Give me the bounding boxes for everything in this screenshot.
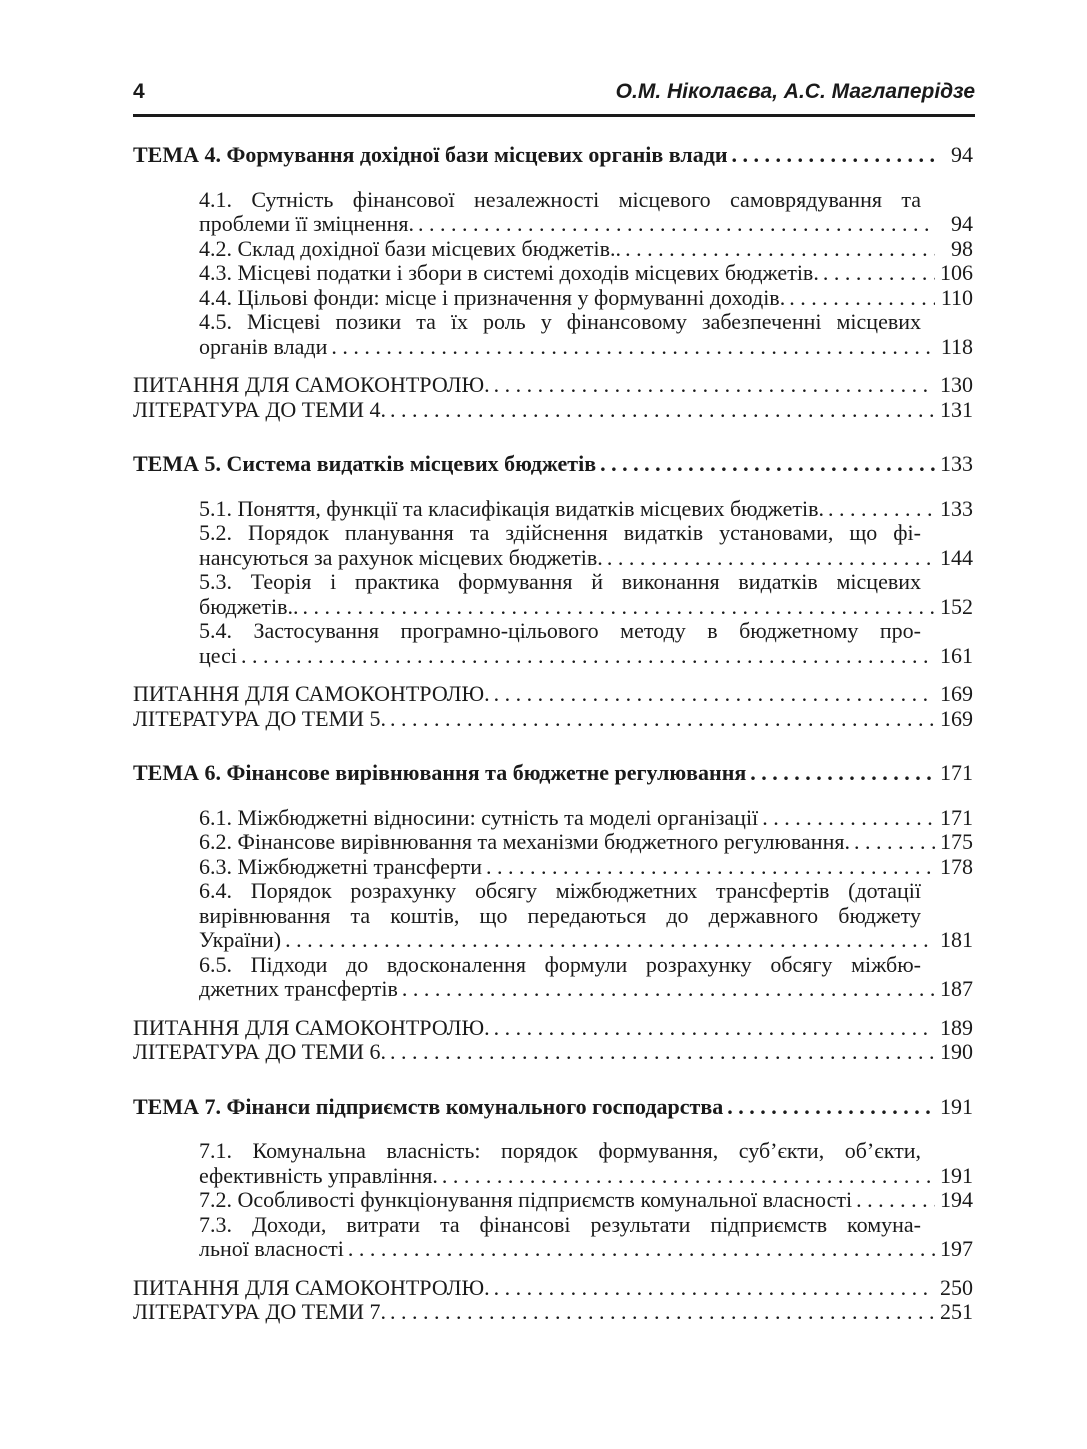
entry-title: джетних трансфертів: [199, 976, 398, 1001]
toc-subsection-row[interactable]: [199, 286, 973, 311]
page-ref: 152: [940, 593, 973, 619]
entry-line: 6.5. Підходи до вдосконалення формули розрахунку обсягу міжбю-: [199, 951, 921, 977]
topic-title: Фінансове вирівнювання та бюджетне регулювання: [226, 760, 747, 785]
leader-dots: [390, 1300, 935, 1325]
page-ref: 197: [940, 1236, 973, 1261]
toc-subsection[interactable]: [199, 879, 973, 953]
entry-line: 7.3. Доходи, витрати та фінансові результати підприємств комуна-: [199, 1211, 921, 1237]
page-ref: 106: [940, 260, 973, 285]
page-ref: 178: [940, 853, 973, 879]
toc-questions[interactable]: [133, 1016, 973, 1041]
toc-section: [133, 452, 973, 731]
entry-title: ЛІТЕРАТУРА ДО ТЕМИ 5.: [133, 705, 387, 731]
entry-line: 6.4. Порядок розрахунку обсягу міжбюджетних трансфертів (дотації: [199, 878, 921, 903]
entry-title: органів влади: [199, 333, 328, 359]
toc-subsection-row[interactable]: [199, 830, 973, 855]
toc-subsection[interactable]: [199, 261, 973, 286]
page-ref: 171: [940, 760, 973, 785]
page-ref: 144: [940, 544, 973, 570]
leader-dots: [418, 212, 935, 237]
toc-section: [133, 761, 973, 1065]
toc-subsection[interactable]: [199, 619, 973, 668]
page-ref: 190: [940, 1039, 973, 1064]
leader-dots: [750, 761, 935, 786]
toc-section: [133, 1095, 973, 1325]
toc-subsection-row[interactable]: [199, 237, 973, 262]
entry-title: ПИТАННЯ ДЛЯ САМОКОНТРОЛЮ.: [133, 1274, 490, 1300]
page-ref: 191: [940, 1162, 973, 1188]
toc-literature[interactable]: [133, 707, 973, 732]
entry-line: 5.3. Теорія і практика формування й виконання видатків місцевих: [199, 569, 921, 594]
toc-subsection-row[interactable]: [199, 335, 973, 360]
toc-questions[interactable]: [133, 373, 973, 398]
toc-subsection-row[interactable]: [199, 855, 973, 880]
toc-subsection-row[interactable]: [199, 928, 973, 953]
entry-title: ЛІТЕРАТУРА ДО ТЕМИ 7.: [133, 1299, 387, 1324]
page-ref: 161: [940, 642, 973, 668]
toc-literature[interactable]: [133, 398, 973, 423]
toc-subsection[interactable]: [199, 830, 973, 855]
leader-dots: [331, 335, 935, 360]
leader-dots: [494, 1016, 935, 1041]
leader-dots: [828, 497, 935, 522]
toc-subsection-row[interactable]: [199, 546, 973, 571]
topic-title: Фінанси підприємств комунального господарства: [226, 1093, 724, 1119]
page-ref: 169: [940, 681, 973, 706]
entry-title: ЛІТЕРАТУРА ДО ТЕМИ 6.: [133, 1039, 387, 1064]
page-ref: 171: [940, 804, 973, 830]
page-ref: 187: [940, 976, 973, 1001]
leader-dots: [402, 977, 935, 1002]
toc-subsections: [133, 1139, 973, 1262]
leader-dots: [390, 398, 935, 423]
leader-dots: [241, 644, 935, 669]
leader-dots: [789, 286, 935, 311]
entry-line: 7.1. Комунальна власність: порядок формування, суб’єкти, об’єкти,: [199, 1138, 921, 1163]
entry-title: 7.2. Особливості функціонування підприємств комунальної власності: [199, 1187, 853, 1212]
entry-title: України): [199, 927, 282, 952]
topic-label: ТЕМА 5.: [133, 451, 221, 476]
page-ref: 133: [940, 451, 973, 476]
leader-dots: [762, 806, 935, 831]
toc-subsection[interactable]: [199, 286, 973, 311]
page-ref: 251: [940, 1299, 973, 1324]
toc-questions[interactable]: [133, 682, 973, 707]
entry-title: 4.4. Цільові фонди: місце і призначення у формуванні доходів.: [199, 284, 786, 310]
toc-topic[interactable]: [133, 761, 973, 786]
entry-title: проблеми її зміцнення.: [199, 211, 414, 236]
toc-subsection[interactable]: [199, 1139, 973, 1188]
toc-subsection-row[interactable]: [199, 497, 973, 522]
toc-topic[interactable]: [133, 143, 973, 168]
topic-label: ТЕМА 4.: [133, 142, 221, 167]
entry-title: бюджетів..: [199, 593, 299, 619]
toc-topic[interactable]: [133, 452, 973, 477]
toc-subsection-row[interactable]: [199, 1237, 973, 1262]
page-ref: 94: [951, 211, 973, 236]
toc-subsection[interactable]: [199, 806, 973, 831]
leader-dots: [600, 452, 935, 477]
toc-subsection[interactable]: [199, 237, 973, 262]
toc-subsections: [133, 188, 973, 360]
page-ref: 130: [940, 372, 973, 397]
toc-subsection-row[interactable]: [199, 261, 973, 286]
entry-title: 4.3. Місцеві податки і збори в системі доходів місцевих бюджетів.: [199, 260, 819, 285]
toc-subsections: [133, 497, 973, 669]
topic-label: ТЕМА 6.: [133, 760, 221, 785]
toc-questions[interactable]: [133, 1276, 973, 1301]
page-ref: 94: [951, 142, 973, 167]
entry-title: ПИТАННЯ ДЛЯ САМОКОНТРОЛЮ.: [133, 1014, 490, 1040]
leader-dots: [727, 1095, 935, 1120]
toc-subsection-row[interactable]: [199, 212, 973, 237]
entry-line: 4.5. Місцеві позики та їх роль у фінансовому забезпеченні місцевих: [199, 309, 921, 334]
entry-title: [133, 1095, 723, 1120]
table-of-contents: [133, 143, 973, 1355]
entry-line: 5.4. Застосування програмно-цільового методу в бюджетному про-: [199, 618, 921, 643]
leader-dots: [854, 830, 935, 855]
entry-title: ЛІТЕРАТУРА ДО ТЕМИ 4.: [133, 396, 387, 422]
leader-dots: [607, 546, 935, 571]
leader-dots: [823, 261, 935, 286]
page-number: 4: [133, 80, 145, 103]
page-ref: 191: [940, 1093, 973, 1119]
toc-subsection[interactable]: [199, 497, 973, 522]
toc-subsection[interactable]: [199, 188, 973, 237]
toc-subsections: [133, 806, 973, 1002]
entry-title: ПИТАННЯ ДЛЯ САМОКОНТРОЛЮ.: [133, 372, 490, 397]
toc-literature[interactable]: [133, 1300, 973, 1325]
page-ref: 250: [940, 1274, 973, 1300]
toc-subsection[interactable]: [199, 1213, 973, 1262]
toc-subsection-row[interactable]: [199, 1188, 973, 1213]
toc-section: [133, 143, 973, 422]
topic-title: Формування дохідної бази місцевих органів влади: [226, 142, 728, 167]
page-ref: 110: [940, 284, 973, 310]
entry-title: 5.1. Поняття, функції та класифікація видатків місцевих бюджетів.: [199, 495, 824, 521]
entry-line: 5.2. Порядок планування та здійснення видатків установами, що фі-: [199, 520, 921, 545]
page-ref: 131: [940, 396, 973, 422]
entry-line: 4.1. Сутність фінансової незалежності місцевого самоврядування та: [199, 186, 921, 212]
entry-title: [133, 143, 728, 168]
topic-title: Система видатків місцевих бюджетів: [226, 451, 597, 476]
leader-dots: [494, 682, 935, 707]
toc-subsection-row[interactable]: [199, 1164, 973, 1189]
toc-subsection-row[interactable]: [199, 595, 973, 620]
leader-dots: [348, 1237, 935, 1262]
running-header: [133, 78, 975, 117]
leader-dots: [494, 1276, 935, 1301]
toc-subsection-row[interactable]: [199, 644, 973, 669]
entry-title: 6.2. Фінансове вирівнювання та механізми бюджетного регулювання.: [199, 829, 850, 854]
entry-title: [133, 452, 596, 477]
toc-subsection[interactable]: [199, 570, 973, 619]
entry-title: ПИТАННЯ ДЛЯ САМОКОНТРОЛЮ.: [133, 681, 490, 706]
entry-title: 6.3. Міжбюджетні трансферти: [199, 853, 483, 879]
leader-dots: [390, 1040, 935, 1065]
leader-dots: [285, 928, 935, 953]
leader-dots: [625, 237, 935, 262]
page-ref: 118: [940, 333, 973, 359]
page-ref: 169: [940, 705, 973, 731]
leader-dots: [303, 595, 936, 620]
toc-subsection[interactable]: [199, 953, 973, 1002]
topic-label: ТЕМА 7.: [133, 1093, 221, 1119]
entry-title: 4.2. Склад дохідної бази місцевих бюджетів..: [199, 235, 622, 261]
authors: О.М. Ніколаєва, А.С. Маглаперідзе: [615, 80, 975, 103]
leader-dots: [494, 373, 935, 398]
entry-line: вирівнювання та коштів, що передаються до державного бюджету: [199, 902, 921, 928]
entry-title: нансуються за рахунок місцевих бюджетів.: [199, 544, 603, 570]
toc-literature[interactable]: [133, 1040, 973, 1065]
entry-title: цесі: [199, 642, 237, 668]
entry-title: [133, 761, 746, 786]
page-ref: 98: [951, 235, 973, 261]
leader-dots: [390, 707, 935, 732]
toc-subsection[interactable]: [199, 521, 973, 570]
leader-dots: [486, 855, 935, 880]
toc-subsection-row[interactable]: [199, 806, 973, 831]
toc-subsection-row[interactable]: [199, 977, 973, 1002]
page-ref: 175: [940, 829, 973, 854]
leader-dots: [856, 1188, 935, 1213]
page-ref: 189: [940, 1014, 973, 1040]
toc-subsection[interactable]: [199, 855, 973, 880]
entry-title: льної власності: [199, 1236, 344, 1261]
leader-dots: [732, 143, 935, 168]
toc-subsection[interactable]: [199, 1188, 973, 1213]
leader-dots: [442, 1164, 935, 1189]
page-ref: 181: [940, 927, 973, 952]
entry-title: ефективність управління.: [199, 1162, 438, 1188]
page-ref: 133: [940, 495, 973, 521]
page-ref: 194: [940, 1187, 973, 1212]
toc-subsection[interactable]: [199, 310, 973, 359]
entry-title: 6.1. Міжбюджетні відносини: сутність та моделі організації: [199, 804, 759, 830]
toc-topic[interactable]: [133, 1095, 973, 1120]
